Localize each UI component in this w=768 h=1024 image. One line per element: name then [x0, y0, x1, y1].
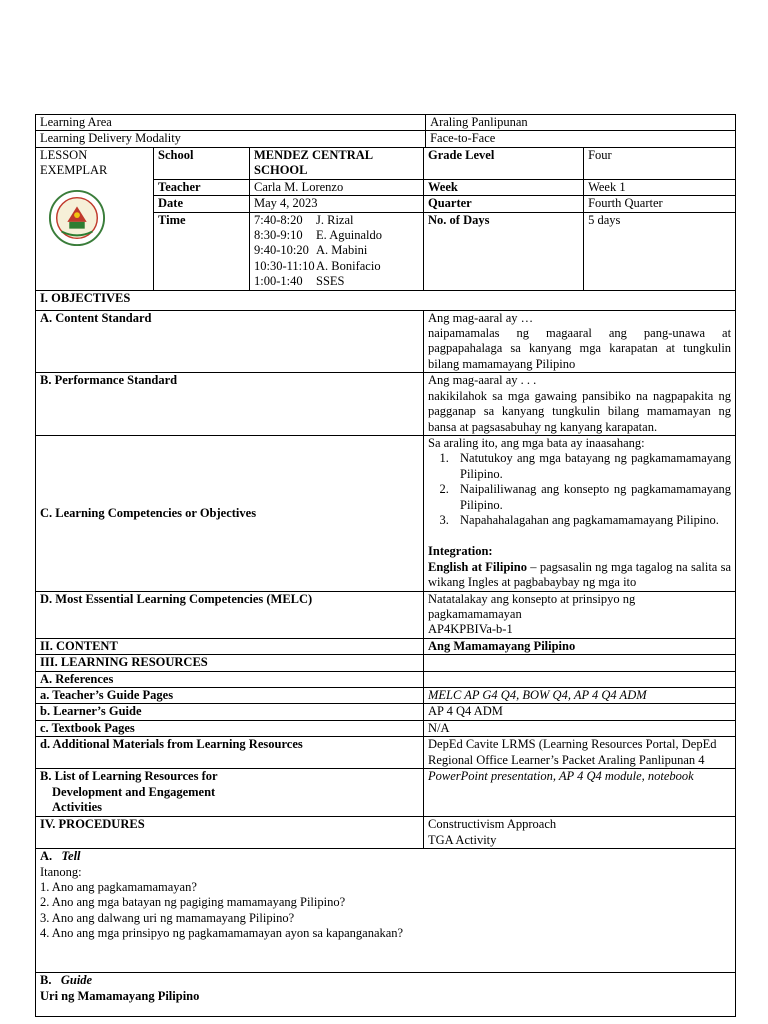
schedule-row — [254, 243, 382, 258]
grade-level-label: Grade Level — [424, 147, 584, 179]
performance-standard-line: Ang mag-aaral ay . . . — [428, 373, 537, 388]
list-item: 1. Natutukoy ang mga batayang ng pagkamamamayang Pilipino. — [452, 451, 731, 482]
references-label: A. References — [36, 671, 424, 687]
resources-heading: III. LEARNING RESOURCES — [36, 655, 424, 671]
performance-standard-value — [424, 373, 736, 436]
content-value: Ang Mamamayang Pilipino — [424, 638, 736, 654]
melc-code: AP4KPBIVa-b-1 — [428, 622, 513, 637]
schedule-row — [254, 259, 382, 274]
guide-letter: B. — [40, 973, 52, 988]
time-label: Time — [154, 212, 250, 290]
tell-intro: Itanong: — [40, 864, 82, 879]
content-standard-text: naipamamalas ng magaaral ang pang-unawa at pagpapahalaga sa kanyang mga karapatan at tungkulin bilang mamamayang Pilipino — [428, 326, 732, 371]
schedule-time: 9:40-10:20 — [254, 243, 309, 258]
school-label: School — [154, 147, 250, 179]
learning-area-label: Learning Area — [36, 115, 426, 131]
schedule-section: SSES — [316, 274, 345, 289]
guide-section — [36, 973, 736, 1017]
schedule-section: A. Bonifacio — [316, 258, 381, 273]
lesson-exemplar-cell — [36, 147, 154, 290]
guide-heading — [40, 973, 731, 988]
schedule-row — [254, 213, 382, 228]
modality-label: Learning Delivery Modality — [36, 131, 426, 147]
modality-value: Face-to-Face — [426, 131, 736, 147]
lesson-exemplar-label: LESSON EXEMPLAR — [40, 147, 108, 178]
objectives-heading: I. OBJECTIVES — [36, 290, 736, 310]
performance-standard-text: nakikilahok sa mga gawaing pansibiko na nagpapakita ng pagganap sa kanyang tungkulin bilang mamamayan ng bansa at pagsasabuhay ng kanyang karapatan. — [428, 388, 732, 434]
integration-label: Integration: — [428, 544, 493, 559]
tell-section — [36, 849, 736, 973]
teachers-guide-label: a. Teacher’s Guide Pages — [36, 688, 424, 704]
school-seal-icon — [48, 189, 106, 247]
time-schedule — [250, 212, 424, 290]
tell-title: Tell — [61, 849, 81, 864]
content-heading: II. CONTENT — [36, 638, 424, 654]
list-item: 2. Ano ang mga batayan ng pagiging mamamayang Pilipino? — [40, 895, 346, 910]
list-item: 3. Ano ang dalwang uri ng mamamayang Pilipino? — [40, 910, 295, 925]
learners-guide-label: b. Learner’s Guide — [36, 704, 424, 720]
school-value: MENDEZ CENTRAL SCHOOL — [250, 147, 424, 179]
additional-materials-value: DepEd Cavite LRMS (Learning Resources Portal, DepEd Regional Office Learner’s Packet Araling Panlipunan 4 — [424, 737, 736, 769]
days-label: No. of Days — [424, 212, 584, 290]
schedule-row — [254, 274, 382, 289]
integration-subject: English at Filipino — [428, 559, 527, 574]
date-label: Date — [154, 196, 250, 212]
lesson-plan-table — [35, 114, 736, 1017]
teacher-value: Carla M. Lorenzo — [250, 179, 424, 195]
resource-list-value: PowerPoint presentation, AP 4 Q4 module, notebook — [424, 769, 736, 817]
learners-guide-value: AP 4 Q4 ADM — [424, 704, 736, 720]
schedule-time: 10:30-11:10 — [254, 258, 315, 273]
schedule-section: A. Mabini — [316, 243, 368, 258]
list-item: 2. Naipaliliwanag ang konsepto ng pagkamamamayang Pilipino. — [452, 482, 731, 513]
competencies-list — [428, 451, 731, 528]
textbook-label: c. Textbook Pages — [36, 720, 424, 736]
guide-title: Guide — [60, 973, 93, 988]
melc-value — [424, 591, 736, 638]
procedures-approach — [424, 817, 736, 849]
competencies-label: C. Learning Competencies or Objectives — [36, 435, 424, 591]
quarter-value: Fourth Quarter — [584, 196, 736, 212]
competencies-value — [424, 435, 736, 591]
schedule-time: 7:40-8:20 — [254, 212, 303, 227]
melc-text: Natatalakay ang konsepto at prinsipyo ng pagkamamamayan — [428, 591, 636, 621]
week-value: Week 1 — [584, 179, 736, 195]
schedule-row — [254, 228, 382, 243]
competencies-intro: Sa araling ito, ang mga bata ay inaasahang: — [428, 435, 645, 450]
days-value: 5 days — [584, 212, 736, 290]
performance-standard-label: B. Performance Standard — [36, 373, 424, 436]
schedule-time: 8:30-9:10 — [254, 228, 303, 243]
teachers-guide-value: MELC AP G4 Q4, BOW Q4, AP 4 Q4 ADM — [424, 688, 736, 704]
list-item: 1. Ano ang pagkamamamayan? — [40, 880, 197, 895]
list-item: 4. Ano ang mga prinsipyo ng pagkamamamayan ayon sa kapanganakan? — [40, 926, 404, 941]
integration-description: – pagsasalin ng mga tagalog na salita sa wikang Ingles at pagbabaybay ng mga ito — [428, 559, 732, 590]
learning-area-value: Araling Panlipunan — [426, 115, 736, 131]
content-standard-value — [424, 310, 736, 373]
procedures-heading: IV. PROCEDURES — [36, 817, 424, 849]
integration-text — [428, 560, 731, 591]
tell-letter: A. — [40, 849, 53, 864]
lesson-exemplar-document — [35, 114, 735, 1017]
guide-subtitle: Uri ng Mamamayang Pilipino — [40, 988, 200, 1003]
date-value: May 4, 2023 — [250, 196, 424, 212]
approach-line: Constructivism Approach — [428, 817, 557, 832]
additional-materials-label: d. Additional Materials from Learning Resources — [36, 737, 424, 769]
list-item: 3. Napahahalagahan ang pagkamamamayang Pilipino. — [452, 513, 731, 528]
schedule-time: 1:00-1:40 — [254, 274, 303, 289]
resource-list-text: B. List of Learning Resources for Development and Engagement Activities — [40, 769, 218, 815]
tell-heading — [40, 849, 731, 864]
content-standard-line: Ang mag-aaral ay … — [428, 310, 534, 325]
teacher-label: Teacher — [154, 179, 250, 195]
schedule-section: J. Rizal — [316, 212, 354, 227]
week-label: Week — [424, 179, 584, 195]
approach-line: TGA Activity — [428, 832, 497, 847]
textbook-value: N/A — [424, 720, 736, 736]
resource-list-label — [36, 769, 424, 817]
schedule-section: E. Aguinaldo — [316, 228, 382, 243]
content-standard-label: A. Content Standard — [36, 310, 424, 373]
quarter-label: Quarter — [424, 196, 584, 212]
grade-level-value: Four — [584, 147, 736, 179]
melc-label: D. Most Essential Learning Competencies (MELC) — [36, 591, 424, 638]
